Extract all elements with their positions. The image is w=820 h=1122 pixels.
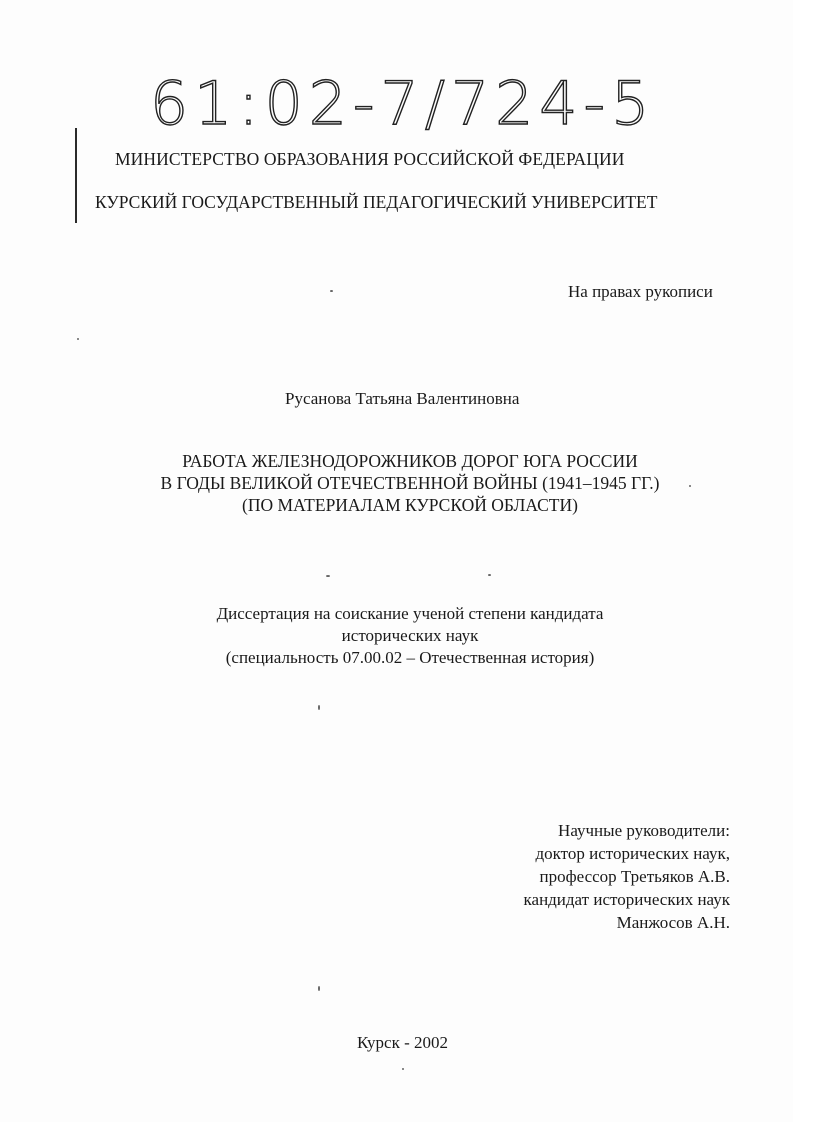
title-line-2: В ГОДЫ ВЕЛИКОЙ ОТЕЧЕСТВЕННОЙ ВОЙНЫ (1941–1945 ГГ.) — [160, 473, 660, 493]
advisor-1-degree: доктор исторических наук, — [535, 844, 730, 863]
scan-speck — [488, 574, 491, 576]
scan-edge-line — [75, 128, 77, 223]
title-line-3: (ПО МАТЕРИАЛАМ КУРСКОЙ ОБЛАСТИ) — [242, 495, 578, 515]
city-year: Курск - 2002 — [357, 1033, 449, 1052]
archive-code-text: 61:02-7/724-5 — [150, 69, 656, 139]
description-line-3: (специальность 07.00.02 – Отечественная история) — [225, 648, 595, 667]
rights-note: На правах рукописи — [568, 282, 713, 301]
author-name: Русанова Татьяна Валентиновна — [285, 389, 520, 408]
scan-speck — [402, 1068, 404, 1070]
scan-speck — [689, 485, 691, 487]
university-name: КУРСКИЙ ГОСУДАРСТВЕННЫЙ ПЕДАГОГИЧЕСКИЙ УНИВЕРСИТЕТ — [95, 192, 658, 212]
description-line-2: исторических наук — [341, 626, 479, 645]
title-line-1: РАБОТА ЖЕЛЕЗНОДОРОЖНИКОВ ДОРОГ ЮГА РОССИИ — [182, 451, 638, 471]
scan-speck — [326, 575, 330, 577]
dissertation-description — [0, 603, 820, 669]
advisors-heading: Научные руководители: — [558, 821, 730, 840]
advisor-2-name: Манжосов А.Н. — [616, 913, 730, 932]
dissertation-title — [0, 450, 820, 516]
scan-speck — [318, 705, 320, 710]
advisor-2-degree: кандидат исторических наук — [523, 890, 730, 909]
advisor-1-name: профессор Третьяков А.В. — [539, 867, 730, 886]
handwritten-archive-code — [150, 62, 656, 142]
description-line-1: Диссертация на соискание ученой степени кандидата — [216, 604, 604, 623]
scan-speck — [318, 986, 320, 991]
scan-speck — [330, 290, 333, 292]
ministry-name: МИНИСТЕРСТВО ОБРАЗОВАНИЯ РОССИЙСКОЙ ФЕДЕРАЦИИ — [115, 149, 625, 169]
scientific-advisors — [524, 819, 730, 934]
scan-speck — [77, 338, 79, 340]
